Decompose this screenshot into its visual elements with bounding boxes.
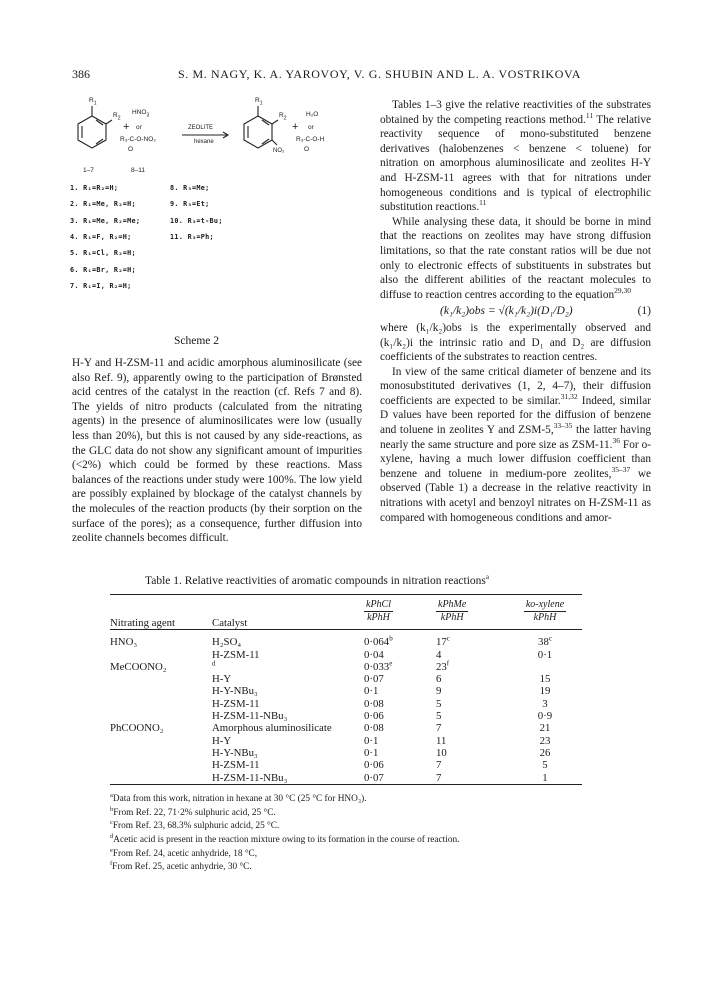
cell-catalyst: H-Y: [212, 734, 232, 747]
left-column-text: [72, 356, 362, 546]
product-no2-label: NO₂: [273, 148, 285, 154]
table-row: [110, 735, 582, 747]
right-paragraph-2: While analysing these data, it should be borne in mind that the reactions on zeolites may have strong diffusion limitations, so that the rate constant ratios will be due not only to electronic effects of substituents in substrates but also the different abilities of the reactant molecules to diffuse to reaction centres according to the equation$^{29,30}$: [380, 215, 651, 301]
cell-catalyst: d: [212, 659, 216, 668]
cell-nitrating-agent: MeCOONO₂: [110, 660, 167, 673]
footnote: $^a$Data from this work, nitration in hexane at 30 °C (25 °C for HNO₃).: [110, 791, 367, 804]
cell-phme: 11: [436, 734, 447, 747]
cell-oxylene: 21: [539, 722, 551, 735]
cell-phcl: 0·06: [364, 759, 384, 772]
compound-definition: 10. R₃=t-Bu;: [170, 216, 223, 225]
right-column-text: [380, 98, 651, 525]
table-bottom-rule: [110, 784, 582, 789]
header-authors: S. M. NAGY, K. A. YAROVOY, V. G. SHUBIN AND L. A. VOSTRIKOVA: [178, 67, 581, 81]
cell-phcl: $0\cdot 064^b$: [364, 634, 393, 649]
cell-catalyst: H-ZSM-11: [212, 697, 260, 710]
cell-nitrating-agent: [110, 735, 212, 747]
header-oxylene: $\frac{\text{ko-xylene}}{\text{kPhH}}$: [525, 599, 565, 624]
cell-nitrating-agent: HNO₃: [110, 636, 138, 649]
cell-phme: 5: [436, 710, 442, 723]
cell-catalyst: Amorphous aluminosilicate: [212, 722, 332, 735]
cell-phme: 17$^c$: [436, 634, 450, 649]
product-r1-label: $R_1$: [255, 97, 263, 107]
cell-phme: 10: [436, 746, 447, 759]
compound-definition: 1. R₁=R₂=H;: [70, 184, 119, 192]
acid-oxygen: O: [304, 146, 310, 153]
product-r2-label: $R_2$: [279, 112, 287, 122]
compound-definition: 11. R₃=Ph;: [170, 232, 214, 241]
table-row: [110, 636, 582, 648]
cell-oxylene: 23: [539, 734, 551, 747]
header-phcl: $\frac{\text{kPhCl}}{\text{kPhH}}$: [366, 599, 391, 624]
reaction-scheme: [70, 98, 370, 348]
table-row: [110, 673, 582, 685]
equation-1: [380, 304, 651, 319]
cell-phme: 6: [436, 673, 442, 686]
cell-phme: 7: [436, 759, 442, 772]
right-paragraph-4: In view of the same critical diameter of benzene and its monosubstituted derivatives (1, 2, 4–7), their diffusion coefficients are expected to be similar.$^{31,32}$ Indeed, similar D values have been reported for the diffusion of benzene and toluene in zeolites Y and ZSM-5,$^{33-35}$ the latter having nearly the same structure and pore size as ZSM-11.36 For o-xylene, having a much lower diffusion coefficient than benzene and toluene in medium-pore zeolites,$^{35-37}$ we observed (Table 1) a decrease in the relative reactivity in nitrations with acetyl and benzoyl nitrates on H-ZSM-11 as compared with homogeneous conditions and amor-: [380, 365, 651, 524]
cell-oxylene: 0·1: [537, 648, 553, 661]
cell-oxylene: 26: [539, 746, 551, 759]
hno3-label: $HNO_3$: [132, 109, 150, 119]
compound-definition: 4. R₁=F, R₂=H;: [70, 232, 132, 241]
cell-phme: 23$^f$: [436, 659, 450, 673]
or-label: or: [136, 124, 142, 131]
compound-definition: 3. R₁=Me, R₂=Me;: [70, 216, 141, 225]
cell-nitrating-agent: [110, 772, 212, 785]
cell-nitrating-agent: [110, 649, 212, 661]
table-row: [110, 649, 582, 661]
compound-range-8-11: 8–11: [131, 167, 145, 174]
cell-phme: 5: [436, 697, 442, 710]
header-catalyst: Catalyst: [212, 617, 248, 629]
table-footnotes: [110, 791, 582, 873]
footnote: $^e$From Ref. 24, acetic anhydride, 18 °C,: [110, 846, 258, 859]
cell-catalyst: H-ZSM-11-NBu₃: [212, 710, 288, 723]
cell-catalyst: H₂SO₄: [212, 636, 242, 649]
cell-oxylene: 19: [539, 685, 551, 698]
table-row: [110, 772, 582, 785]
footnote: $^f$From Ref. 25, acetic anhydrie, 30 °C.: [110, 860, 252, 873]
running-head: [0, 67, 724, 87]
cell-catalyst: H-ZSM-11-NBu₃: [212, 771, 288, 784]
table-row: [110, 722, 582, 734]
cell-phme: 7: [436, 722, 442, 735]
cell-oxylene: 1: [542, 771, 548, 784]
compound-definition: 2. R₁=Me, R₂=H;: [70, 200, 136, 209]
equation-body: (k₁/k₂)obs = √(k₁/k₂)i(D₁/D₂): [440, 305, 573, 318]
plus-sign: +: [123, 121, 130, 133]
table-row: [110, 685, 582, 697]
table-row: [110, 661, 582, 673]
table-row: [110, 710, 582, 722]
acyl-nitrate-label: R₃-C-O-NO₂: [120, 136, 156, 143]
table-row: [110, 747, 582, 759]
header-phme: $\frac{\text{kPhMe}}{\text{kPhH}}$: [438, 599, 467, 624]
footnote: $^d$Acetic acid is present in the reaction mixture owing to its formation in the course of reaction.: [110, 832, 460, 846]
scheme-caption: Scheme 2: [174, 335, 220, 347]
cell-oxylene: 0·9: [537, 710, 553, 723]
cell-catalyst: H-Y-NBu₃: [212, 685, 258, 698]
cell-phcl: 0·1: [364, 734, 379, 747]
cell-phcl: 0·07: [364, 771, 384, 784]
cell-nitrating-agent: [110, 685, 212, 697]
cell-phcl: 0·1: [364, 685, 379, 698]
cell-catalyst: H-ZSM-11: [212, 759, 260, 772]
cell-nitrating-agent: [110, 759, 212, 771]
table-caption: Table 1. Relative reactivities of aromatic compounds in nitration reactions$^a$: [145, 573, 489, 587]
cell-phcl: 0·08: [364, 697, 384, 710]
table-header-row: [110, 595, 582, 630]
cell-phme: 9: [436, 685, 442, 698]
compound-definition: 8. R₃=Me;: [170, 184, 210, 192]
arrow-top-label: ZEOLITE: [188, 125, 214, 131]
cell-oxylene: 3: [542, 697, 548, 710]
table-row: [110, 698, 582, 710]
footnote: $^c$From Ref. 23, 68.3% sulphuric adcid, 25 °C.: [110, 819, 280, 832]
reactant-r1-label: $R_1$: [89, 97, 97, 107]
table-1: [110, 594, 582, 873]
cell-phcl: 0·08: [364, 722, 384, 735]
compound-definition: 5. R₁=Cl, R₂=H;: [70, 249, 136, 258]
or-label-2: or: [308, 124, 314, 131]
cell-nitrating-agent: [110, 698, 212, 710]
cell-phcl: 0·1: [364, 746, 379, 759]
cell-oxylene: 5: [542, 759, 548, 772]
cell-phcl: 0·04: [364, 648, 384, 661]
acyl-nitrate-oxygen: O: [128, 146, 134, 153]
arrow-bottom-label: hexane: [194, 139, 214, 145]
compound-range-1-7: 1–7: [83, 167, 94, 174]
header-nitrating-agent: Nitrating agent: [110, 617, 176, 629]
cell-phme: 4: [436, 648, 442, 661]
compound-definition: 6. R₁=Br, R₂=H;: [70, 265, 136, 274]
right-paragraph-1: Tables 1–3 give the relative reactivities of the substrates obtained by the competing reactions method.$^{11}$ The relative reactivity sequence of mono-substituted benzene derivatives (halobenzenes < benzene < toluene) for nitration on amorphous aluminosilicate and zeolites H-Y and H-ZSM-11 agrees with that for nitrations under homogeneous conditions and is typical of electrophilic substitution reactions.$^{11}$: [380, 99, 651, 214]
cell-catalyst: H-ZSM-11: [212, 648, 260, 661]
compound-definition: 7. R₁=I, R₂=H;: [70, 281, 132, 290]
compound-definition: 9. R₃=Et;: [170, 200, 210, 209]
cell-phcl: 0·07: [364, 673, 384, 686]
equation-number: (1): [637, 305, 651, 318]
reactant-r2-label: $R_2$: [113, 112, 121, 122]
water-label: H₂O: [306, 111, 319, 118]
page-number: 386: [72, 67, 90, 81]
cell-nitrating-agent: [110, 710, 212, 722]
cell-phcl: 0·06: [364, 710, 384, 723]
cell-catalyst: H-Y: [212, 673, 232, 686]
cell-oxylene: 38$^c$: [538, 634, 552, 649]
left-paragraph: H-Y and H-ZSM-11 and acidic amorphous aluminosilicate (see also Ref. 9), apparently owing to the participation of Brønsted acid centres of the catalyst in the reaction (cf. Refs 7 and 8). The yields of nitro products (calculated from the nitrating agents) in the presence of aluminosilicates were low (usually less than 20%), but this is not caused by any side-reactions, as the GLC data do not show any significant amount of impurities (<2%) which could be formed by these reactions. Mass balances of the reactions under study were 100%. The low yield are possibly explained by blockage of the catalyst channels by the molecules of the reaction products (by their sorption on the surface of the pores); as a consequence, further diffusion into zeolite channels becomes difficult.: [72, 357, 362, 545]
cell-catalyst: H-Y-NBu₃: [212, 746, 258, 759]
table-row: [110, 759, 582, 771]
cell-oxylene: 15: [539, 673, 551, 686]
plus-sign-2: +: [292, 121, 299, 133]
cell-nitrating-agent: [110, 673, 212, 685]
footnote: $^b$From Ref. 22, 71·2% sulphuric acid, 25 °C.: [110, 805, 276, 818]
cell-phcl: $0\cdot 033^e$: [364, 659, 393, 673]
cell-nitrating-agent: [110, 747, 212, 759]
cell-nitrating-agent: PhCOONO₂: [110, 722, 164, 735]
cell-phme: 7: [436, 771, 442, 784]
acid-label: R₃-C-O-H: [296, 136, 325, 143]
cell-oxylene: [508, 661, 582, 673]
right-paragraph-3: where (k₁/k₂)obs is the experimentally observed and (k₁/k₂)i the intrinsic ratio and D₁ and D₂ are diffusion coefficients of the substrates to reaction centres.: [380, 321, 651, 364]
